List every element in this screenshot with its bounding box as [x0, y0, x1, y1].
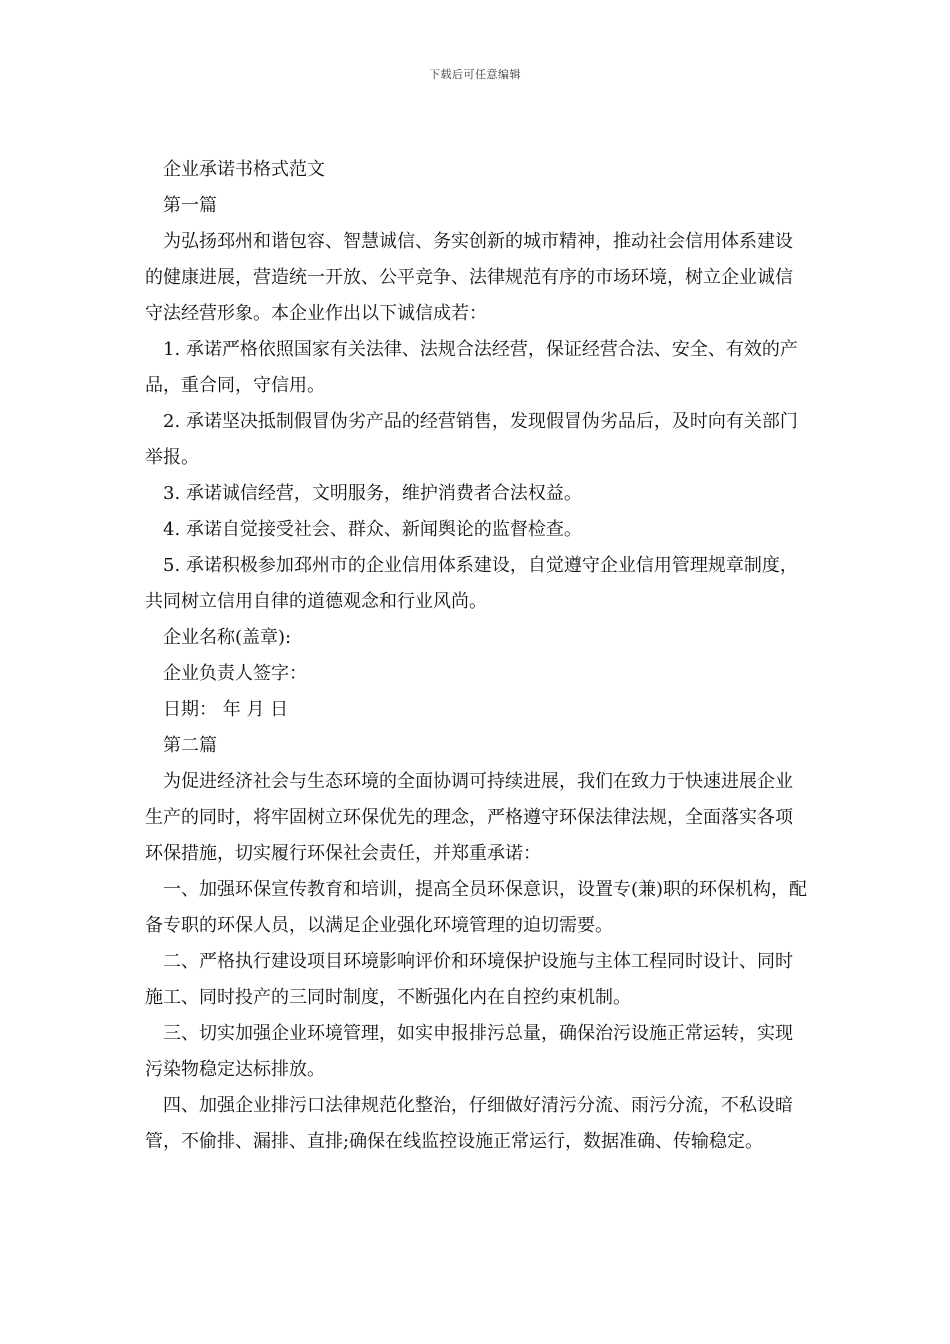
part1-item-1: 1. 承诺严格依照国家有关法律、法规合法经营，保证经营合法、安全、有效的产品，重合同，守信用。: [145, 339, 798, 396]
part1-item-3: 3. 承诺诚信经营，文明服务，维护消费者合法权益。: [163, 483, 582, 504]
part1-intro: 为弘扬邳州和谐包容、智慧诚信、务实创新的城市精神，推动社会信用体系建设的健康进展，营造统一开放、公平竞争、法律规范有序的市场环境，树立企业诚信守法经营形象。本企业作出以下诚信成若：: [145, 231, 793, 324]
part1-item-2: 2. 承诺坚决抵制假冒伪劣产品的经营销售，发现假冒伪劣品后，及时向有关部门举报。: [145, 411, 798, 468]
date-field: 日期： 年 月 日: [163, 699, 289, 720]
part1-item-4: 4. 承诺自觉接受社会、群众、新闻舆论的监督检查。: [163, 519, 582, 540]
part1-heading: 第一篇: [163, 195, 217, 216]
signatory-field: 企业负责人签字：: [163, 663, 307, 684]
part2-intro: 为促进经济社会与生态环境的全面协调可持续进展，我们在致力于快速进展企业生产的同时，将牢固树立环保优先的理念，严格遵守环保法律法规，全面落实各项环保措施，切实履行环保社会责任，并郑重承诺：: [145, 771, 793, 864]
part1-item-5: 5. 承诺积极参加邳州市的企业信用体系建设，自觉遵守企业信用管理规章制度，共同树立信用自律的道德观念和行业风尚。: [145, 555, 798, 612]
part2-heading: 第二篇: [163, 735, 217, 756]
part2-item-2: 二、严格执行建设项目环境影响评价和环境保护设施与主体工程同时设计、同时施工、同时投产的三同时制度，不断强化内在自控约束机制。: [145, 951, 793, 1008]
header-note: 下载后可任意编辑: [429, 68, 521, 81]
document-title: 企业承诺书格式范文: [163, 159, 325, 180]
document-body: [145, 152, 810, 1160]
part2-item-1: 一、加强环保宣传教育和培训，提高全员环保意识，设置专(兼)职的环保机构，配备专职的环保人员，以满足企业强化环境管理的迫切需要。: [145, 879, 808, 936]
company-name-field: 企业名称(盖章):: [163, 627, 292, 648]
part2-item-4: 四、加强企业排污口法律规范化整治，仔细做好清污分流、雨污分流，不私设暗管，不偷排、漏排、直排;确保在线监控设施正常运行，数据准确、传输稳定。: [145, 1095, 793, 1152]
part2-item-3: 三、切实加强企业环境管理，如实申报排污总量，确保治污设施正常运转，实现污染物稳定达标排放。: [145, 1023, 793, 1080]
